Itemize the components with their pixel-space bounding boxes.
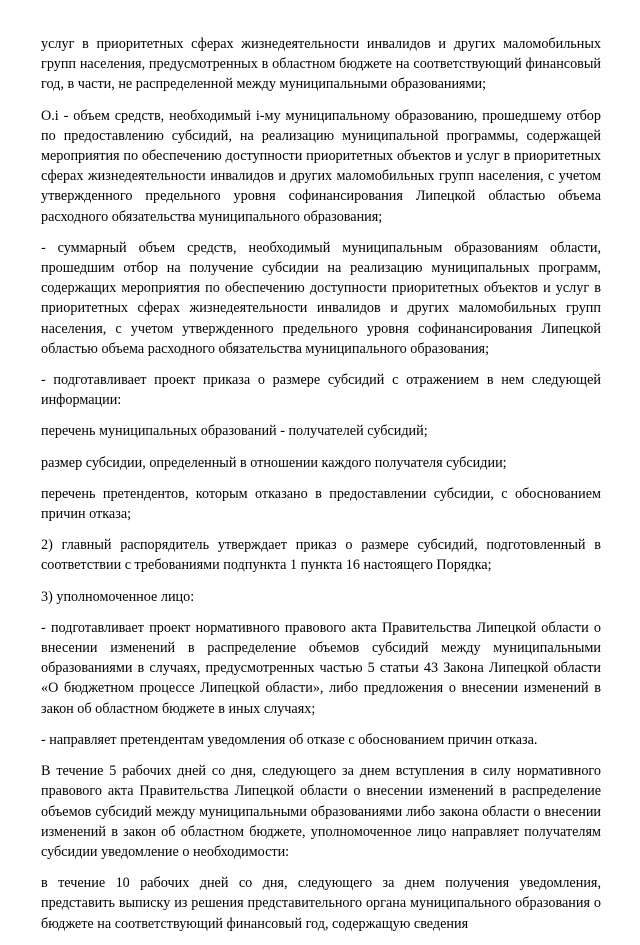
paragraph-item-2: 2) главный распорядитель утверждает приказ о размере субсидий, подготовленный в соответствии с требованиями подпункта 1 пункта 16 настоящего Порядка; — [41, 537, 601, 574]
paragraph-ten-days-extract: в течение 10 рабочих дней со дня, следующего за днем получения уведомления, представить выписку из решения представительного органа муниципального образования о бюджете на соответствующий финансовый год, содержащую сведения — [41, 875, 601, 932]
paragraph-oi-definition: O.i - объем средств, необходимый i-му муниципальному образованию, прошедшему отбор по предоставлению субсидий, на реализацию муниципальной программы, содержащей мероприятия по обеспечению доступности приоритетных объектов и услуг в приоритетных сферах жизнедеятельности инвалидов и других маломобильных групп населения, с учетом утвержденного предельного уровня софинансирования Липецкой областью объема расходного обязательства муниципального образования; — [41, 107, 601, 225]
paragraph-item-3: 3) уполномоченное лицо: — [41, 588, 195, 605]
paragraph-rejected-applicants: перечень претендентов, которым отказано в предоставлении субсидии, с обоснованием причин отказа; — [41, 485, 601, 523]
paragraph-five-days-notice: В течение 5 рабочих дней со дня, следующего за днем вступления в силу нормативного правового акта Правительства Липецкой области о внесении изменений в распределение объемов субсидий между муниципальными образованиями либо закона области о внесении изменений в закон об областном бюджете, уполномоченное лицо направляет получателям субсидии уведомление о необходимости: — [41, 763, 601, 860]
paragraph-send-rejections: - направляет претендентам уведомления об отказе с обоснованием причин отказа. — [41, 731, 538, 748]
paragraph-subsidy-size: размер субсидии, определенный в отношении каждого получателя субсидии; — [41, 454, 507, 471]
document-page — [41, 34, 601, 945]
paragraph-prepare-act: - подготавливает проект нормативного правового акта Правительства Липецкой области о внесении изменений в распределение объемов субсидий между муниципальными образованиями в случаях, предусмотренных частью 5 статьи 43 Закона Липецкой области «О бюджетном процессе Липецкой области», либо предложения о внесении изменений в закон об областном бюджете в иных случаях; — [41, 619, 601, 717]
paragraph-total-volume-definition: - суммарный объем средств, необходимый муниципальным образованиям области, прошедшим отбор на получение субсидии на реализацию муниципальных программ, содержащих мероприятия по обеспечению доступности приоритетных объектов и услуг в приоритетных сферах жизнедеятельности инвалидов и других маломобильных групп населения, с учетом утвержденного предельного уровня софинансирования Липецкой областью объема расходного обязательства муниципального образования; — [41, 239, 601, 357]
paragraph-list-recipients: перечень муниципальных образований - получателей субсидий; — [41, 423, 428, 440]
paragraph-prepare-order: - подготавливает проект приказа о размере субсидий с отражением в нем следующей информации: — [41, 372, 601, 409]
paragraph-subsidy-remainder: услуг в приоритетных сферах жизнедеятельности инвалидов и других маломобильных групп населения, предусмотренных в областном бюджете на соответствующий финансовый год, в части, не распределенной между муниципальными образованиями; — [41, 36, 601, 93]
